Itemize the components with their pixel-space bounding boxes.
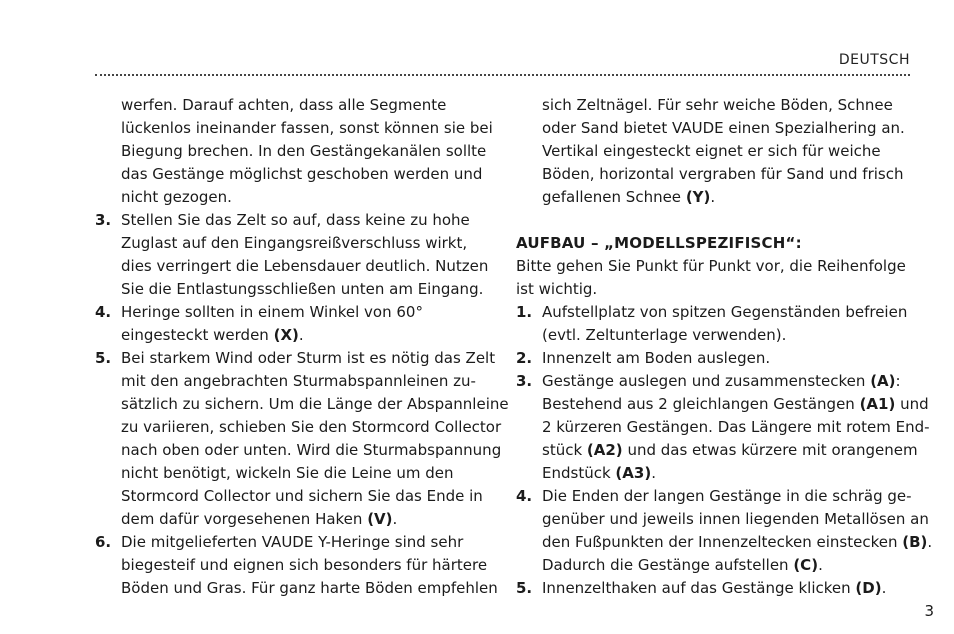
paragraph-line: mit den angebrachten Sturmabspannleinen zu- <box>121 372 476 390</box>
paragraph-line: Böden und Gras. Für ganz harte Böden empfehlen <box>121 579 498 597</box>
list-text: Die mitgelieferten VAUDE Y-Heringe sind sehr <box>121 533 464 551</box>
text-fragment: . <box>651 464 656 482</box>
list-item-4 <box>95 301 490 324</box>
text-fragment: . <box>298 326 304 344</box>
paragraph-line: Vertikal eingesteckt eignet er sich für weiche <box>542 142 881 160</box>
paragraph-line <box>516 462 916 485</box>
list-text: Bei starkem Wind oder Sturm ist es nötig das Zelt <box>121 349 496 367</box>
text-fragment: Gestänge auslegen und zusammenstecken <box>542 372 871 390</box>
text-fragment: . <box>881 579 887 597</box>
figure-reference: (A1) <box>859 395 896 413</box>
right-column <box>516 94 933 600</box>
list-text: Heringe sollten in einem Winkel von 60° <box>121 303 423 321</box>
paragraph-line: 2 kürzeren Gestängen. Das Längere mit rotem End- <box>542 418 930 436</box>
list-number: 3. <box>95 211 112 229</box>
list-number: 4. <box>95 303 112 321</box>
header-dotted-divider <box>95 74 910 76</box>
paragraph-line: Zuglast auf den Eingangsreißverschluss wirkt, <box>121 234 468 252</box>
paragraph-line: dies verringert die Lebensdauer deutlich. Nutzen <box>121 257 489 275</box>
text-fragment: gefallenen Schnee <box>542 188 686 206</box>
paragraph-line: genüber und jeweils innen liegenden Metallösen an <box>542 510 929 528</box>
paragraph-line: oder Sand bietet VAUDE einen Spezialhering an. <box>542 119 905 137</box>
paragraph-line: (evtl. Zeltunterlage verwenden). <box>542 326 787 344</box>
paragraph-line: zu variieren, schieben Sie den Stormcord Collector <box>121 418 502 436</box>
paragraph-line: lückenlos ineinander fassen, sonst können sie bei <box>121 119 493 137</box>
list-item-3 <box>95 209 490 232</box>
paragraph-line <box>516 439 916 462</box>
step-5 <box>516 577 916 600</box>
list-number: 6. <box>95 533 112 551</box>
paragraph-line: sätzlich zu sichern. Um die Länge der Abspannleine <box>121 395 509 413</box>
paragraph-line <box>516 554 916 577</box>
paragraph-line: nach oben oder unten. Wird die Sturmabspannung <box>121 441 502 459</box>
figure-reference: (B) <box>902 533 928 551</box>
figure-reference: (X) <box>273 326 299 344</box>
list-number: 4. <box>516 487 533 505</box>
section-spacer <box>516 209 916 232</box>
list-number: 1. <box>516 303 533 321</box>
paragraph-line: ist wichtig. <box>516 280 598 298</box>
figure-reference: (D) <box>855 579 882 597</box>
text-fragment: und <box>895 395 929 413</box>
text-fragment: Innenzelthaken auf das Gestänge klicken <box>542 579 856 597</box>
text-fragment: Dadurch die Gestänge aufstellen <box>542 556 794 574</box>
page-number: 3 <box>924 602 934 620</box>
step-4 <box>516 485 916 508</box>
text-fragment: und das etwas kürzere mit orangenem <box>622 441 918 459</box>
figure-reference: (A3) <box>615 464 652 482</box>
paragraph-line: Sie die Entlastungsschließen unten am Eingang. <box>121 280 484 298</box>
paragraph-line: Biegung brechen. In den Gestängekanälen sollte <box>121 142 487 160</box>
paragraph-line: das Gestänge möglichst geschoben werden und <box>121 165 483 183</box>
list-number: 5. <box>516 579 533 597</box>
text-fragment: . <box>392 510 398 528</box>
paragraph-line: Stormcord Collector und sichern Sie das Ende in <box>121 487 483 505</box>
list-text: Stellen Sie das Zelt so auf, dass keine zu hohe <box>121 211 470 229</box>
list-text: Aufstellplatz von spitzen Gegenständen befreien <box>542 303 908 321</box>
text-fragment: Bestehend aus 2 gleichlangen Gestängen <box>542 395 860 413</box>
left-column <box>95 94 509 600</box>
figure-reference: (A2) <box>586 441 623 459</box>
step-3 <box>516 370 916 393</box>
step-1 <box>516 301 916 324</box>
paragraph-line: nicht benötigt, wickeln Sie die Leine um den <box>121 464 454 482</box>
list-text: Innenzelt am Boden auslegen. <box>542 349 771 367</box>
text-fragment: eingesteckt werden <box>121 326 274 344</box>
step-2 <box>516 347 916 370</box>
figure-reference: (Y) <box>685 188 711 206</box>
paragraph-line: Böden, horizontal vergraben für Sand und frisch <box>542 165 904 183</box>
list-item-6 <box>95 531 490 554</box>
text-fragment: dem dafür vorgesehenen Haken <box>121 510 368 528</box>
paragraph-line: sich Zeltnägel. Für sehr weiche Böden, Schnee <box>542 96 893 114</box>
paragraph-line <box>95 324 490 347</box>
paragraph-line: werfen. Darauf achten, dass alle Segmente <box>121 96 447 114</box>
text-fragment: stück <box>542 441 587 459</box>
language-label: DEUTSCH <box>838 52 910 68</box>
list-number: 2. <box>516 349 533 367</box>
list-text: Die Enden der langen Gestänge in die schräg ge- <box>542 487 912 505</box>
paragraph-line: biegesteif und eignen sich besonders für härtere <box>121 556 488 574</box>
list-number: 3. <box>516 372 533 390</box>
paragraph-line: Bitte gehen Sie Punkt für Punkt vor, die Reihenfolge <box>516 257 906 275</box>
text-fragment: Endstück <box>542 464 616 482</box>
list-number: 5. <box>95 349 112 367</box>
paragraph-line <box>95 508 490 531</box>
paragraph-line: nicht gezogen. <box>121 188 232 206</box>
paragraph-line <box>516 186 916 209</box>
text-fragment: . <box>710 188 716 206</box>
text-fragment: . <box>927 533 933 551</box>
paragraph-line <box>516 393 929 416</box>
figure-reference: (V) <box>367 510 393 528</box>
figure-reference: (C) <box>793 556 819 574</box>
paragraph-line <box>516 531 933 554</box>
text-fragment: den Fußpunkten der Innenzeltecken einstecken <box>542 533 903 551</box>
section-heading: AUFBAU – „MODELLSPEZIFISCH“: <box>516 234 802 252</box>
text-fragment: : <box>895 372 901 390</box>
list-item-5 <box>95 347 496 370</box>
text-fragment: . <box>818 556 823 574</box>
figure-reference: (A) <box>870 372 896 390</box>
